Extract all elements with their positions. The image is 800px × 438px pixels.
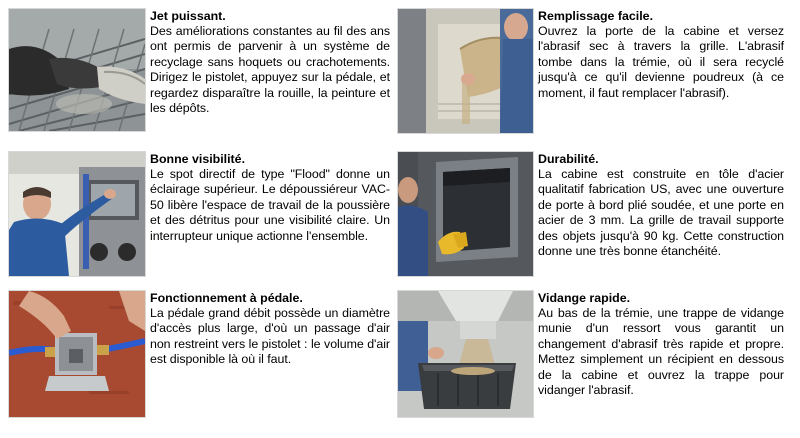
feature-description: Au bas de la trémie, une trappe de vidange munie d'un ressort vous garantit un changement d'abrasif très rapide et propre. Mettez simplement un récipient en dessous de la cabine et ouvrez la trappe pour vidanger l'abrasif. [538, 306, 784, 398]
feature-description: Ouvrez la porte de la cabine et versez l'abrasif sec à travers la grille. L'abrasif tombe dans la trémie, où il sera recyclé jusqu'à ce qu'il devienne poudreux (à ce moment, il faut remplacer l'abrasif). [538, 24, 784, 100]
feature-description: Des améliorations constantes au fil des ans ont permis de parvenir à un système de recyclage sans hoquets ou crachotements. Dirigez le pistolet, appuyez sur la pédale, et regardez disparaître la rouille, la peinture et les dépôts. [150, 24, 390, 116]
photo-cabinet-door [397, 151, 534, 277]
feature-title: Bonne visibilité. [150, 152, 246, 166]
feature-title: Jet puissant. [150, 9, 226, 23]
feature-title: Fonctionnement à pédale. [150, 291, 303, 305]
feature-description: La cabine est construite en tôle d'acier qualitatif fabrication US, avec une ouverture de porte à bord plié soudée, et une porte en acier de 3 mm. La grille de travail supporte des objets jusqu'à 90 kg. Cette construction donne une très bonne étanchéité. [538, 167, 784, 259]
photo-hopper-drain [397, 290, 534, 418]
photo-cabinet-visibility [8, 151, 146, 277]
feature-description: Le spot directif de type "Flood" donne un éclairage supérieur. Le dépoussiéreur VAC-50 libère l'espace de travail de la poussière et des détritus pour une visibilité claire. Un interrupteur unique actionne l'ensemble. [150, 167, 390, 243]
feature-title: Durabilité. [538, 152, 599, 166]
feature-description: La pédale grand débit possède un diamètre d'accès plus large, d'où un passage d'air non restreint vers le pistolet : le volume d'air est disponible là où il faut. [150, 306, 390, 367]
photo-filling-abrasive [397, 8, 534, 134]
feature-title: Vidange rapide. [538, 291, 631, 305]
feature-title: Remplissage facile. [538, 9, 654, 23]
photo-foot-pedal [8, 290, 146, 418]
photo-sandblasting-gloves [8, 8, 146, 132]
